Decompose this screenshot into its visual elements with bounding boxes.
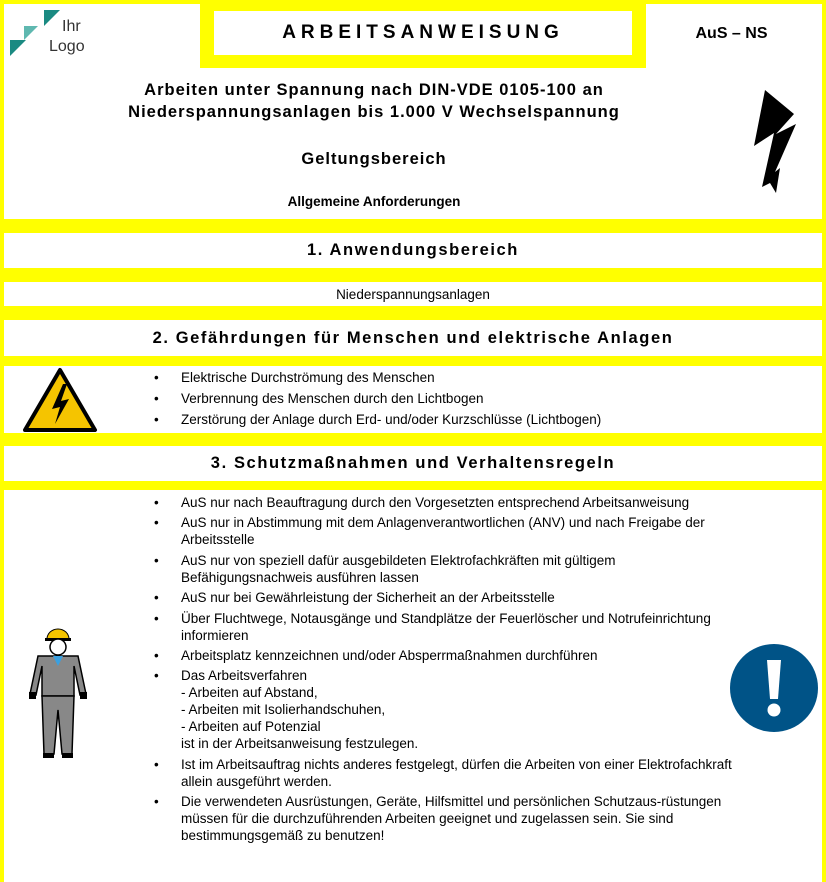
header-main	[4, 68, 822, 219]
mandatory-action-icon	[729, 643, 819, 733]
general-heading: Allgemeine Anforderungen	[287, 194, 461, 209]
section-3-header	[4, 446, 822, 481]
scope-heading: Geltungsbereich	[301, 150, 447, 168]
logo-area	[4, 4, 200, 68]
section-2-header	[4, 320, 822, 356]
procedure-intro: • Das Arbeitsverfahren	[181, 668, 308, 684]
list-item: • Verbrennung des Menschen durch den Lichtbogen	[152, 390, 742, 407]
hazard-list	[152, 369, 742, 432]
page-title: ARBEITSANWEISUNG	[282, 22, 564, 43]
list-item: • AuS nur von speziell dafür ausgebildeten Elektrofachkräften mit gültigem Befähigungsnachweis ausführen lassen	[152, 552, 742, 586]
lightning-bolt-icon	[750, 84, 810, 204]
worker-figure-icon	[28, 626, 88, 762]
list-item: • Zerstörung der Anlage durch Erd- und/oder Kurzschlüsse (Lichtbogen)	[152, 411, 742, 428]
list-item: • AuS nur bei Gewährleistung der Sicherheit an der Arbeitsstelle	[152, 589, 742, 606]
section-1-header	[4, 233, 822, 268]
procedure-outro: ist in der Arbeitsanweisung festzulegen.	[181, 736, 419, 752]
logo-text: Ihr Logo	[49, 18, 85, 55]
section-1-body	[4, 282, 822, 306]
subtitle: Arbeiten unter Spannung nach DIN-VDE 0105-100 an Niederspannungsanlagen bis 1.000 V Wechselspannung	[128, 81, 620, 121]
section-1-content: Niederspannungsanlagen	[336, 286, 490, 302]
section-1-title: 1. Anwendungsbereich	[306, 241, 519, 259]
procedure-option: - Arbeiten auf Abstand,	[181, 685, 318, 701]
list-item: • Über Fluchtwege, Notausgänge und Standplätze der Feuerlöscher und Notrufeinrichtung informieren	[152, 610, 742, 644]
list-item: • AuS nur nach Beauftragung durch den Vorgesetzten entsprechend Arbeitsanweisung	[152, 494, 742, 511]
list-item-procedure	[152, 667, 742, 752]
section-3-title: 3. Schutzmaßnahmen und Verhaltensregeln	[210, 454, 616, 472]
list-item: • Elektrische Durchströmung des Menschen	[152, 369, 742, 386]
list-item: • Die verwendeten Ausrüstungen, Geräte, Hilfsmittel und persönlichen Schutzaus-rüstungen müssen für die durchzuführenden Arbeiten geeignet und zugelassen sein. Sie sind bestimmungsgemäß zu benutzen!	[152, 793, 742, 844]
document-title	[214, 11, 632, 55]
section-2-body	[4, 366, 822, 433]
list-item: • Arbeitsplatz kennzeichnen und/oder Absperrmaßnahmen durchführen	[152, 647, 742, 664]
list-item: • Ist im Arbeitsauftrag nichts anderes festgelegt, dürfen die Arbeiten von einer Elektrofachkraft allein ausgeführt werden.	[152, 756, 742, 790]
list-item: • AuS nur in Abstimmung mit dem Anlagenverantwortlichen (ANV) und nach Freigabe der Arbeitsstelle	[152, 514, 742, 548]
section-3-body	[4, 490, 822, 882]
measures-list	[152, 494, 742, 848]
document-code: AuS – NS	[695, 25, 768, 42]
electrical-hazard-warning-icon	[22, 367, 98, 433]
document-code-box	[646, 4, 822, 68]
section-2-title: 2. Gefährdungen für Menschen und elektrische Anlagen	[152, 328, 674, 347]
procedure-option: - Arbeiten auf Potenzial	[181, 719, 321, 735]
procedure-option: - Arbeiten mit Isolierhandschuhen,	[181, 702, 386, 718]
